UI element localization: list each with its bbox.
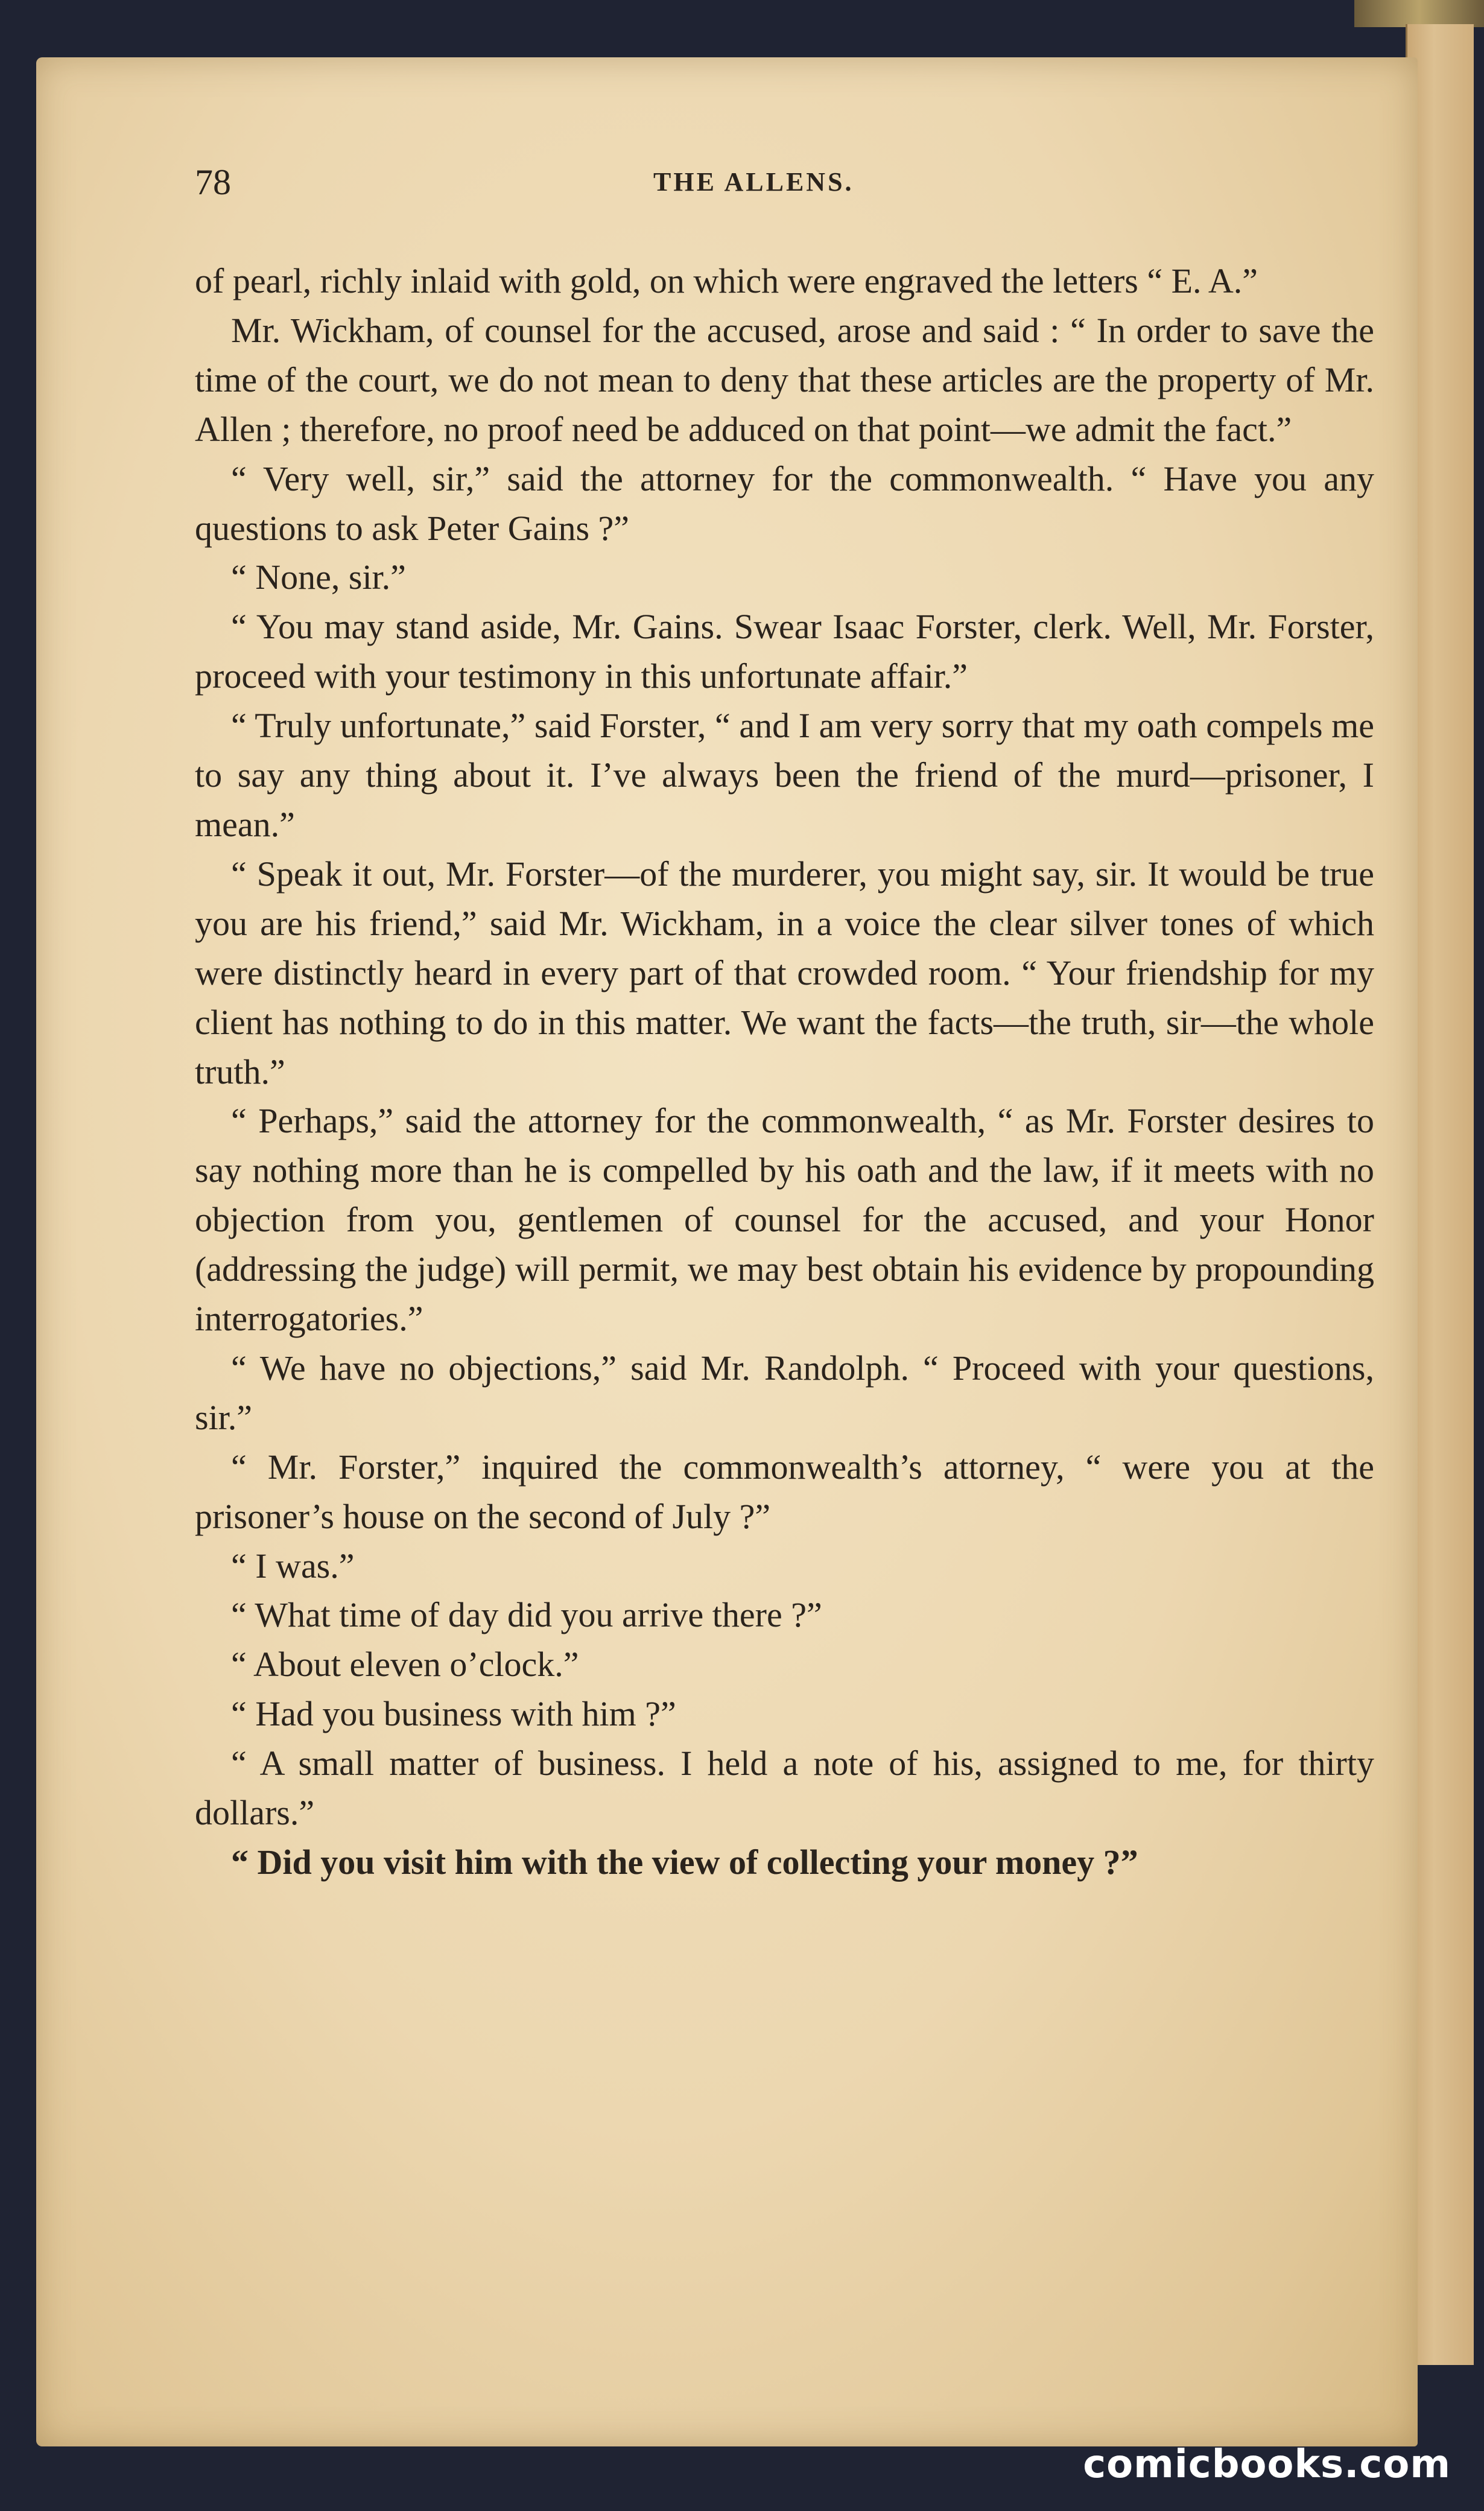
paragraph: “ What time of day did you arrive there ?” [231,1595,822,1635]
running-head: THE ALLENS. [653,167,854,197]
site-watermark: comicbooks.com [1083,2442,1451,2487]
paragraph: “ A small matter of business. I held a note of his, assigned to me, for thirty dollars.” [195,1744,1374,1833]
body-text [195,256,1374,1887]
paragraph: “ Very well, sir,” said the attorney for the commonwealth. “ Have you any questions to ask Peter Gains ?” [195,459,1374,548]
paragraph: Mr. Wickham, of counsel for the accused, arose and said : “ In order to save the time of the court, we do not mean to deny that these articles are the property of Mr. Allen ; therefore, no proof need be adduced on that point—we admit the fact.” [195,310,1374,449]
paragraph: “ Had you business with him ?” [231,1694,676,1734]
paragraph: “ Mr. Forster,” inquired the commonwealth’s attorney, “ were you at the prisoner’s house on the second of July ?” [195,1447,1374,1536]
paragraph: “ None, sir.” [231,557,406,597]
gilt-book-edge [1354,0,1484,27]
paragraph: “ I was.” [231,1546,355,1586]
page-number: 78 [195,162,231,202]
page-header [195,162,1374,204]
paragraph: “ You may stand aside, Mr. Gains. Swear Isaac Forster, clerk. Well, Mr. Forster, proceed with your testimony in this unfortunate affair.” [195,607,1374,696]
paragraph: of pearl, richly inlaid with gold, on which were engraved the letters “ E. A.” [195,261,1258,300]
paragraph: “ Truly unfortunate,” said Forster, “ and I am very sorry that my oath compels me to say any thing about it. I’ve always been the friend of the murd—prisoner, I mean.” [195,706,1374,844]
paragraph: “ Did you visit him with the view of collecting your money ?” [231,1843,1138,1882]
paragraph: “ About eleven o’clock.” [231,1645,579,1684]
paragraph: “ Speak it out, Mr. Forster—of the murderer, you might say, sir. It would be true you are his friend,” said Mr. Wickham, in a voice the clear silver tones of which were distinctly heard in every part of that crowded room. “ Your friendship for my client has nothing to do in this matter. We want the facts—the truth, sir—the whole truth.” [195,854,1374,1091]
paragraph: “ We have no objections,” said Mr. Randolph. “ Proceed with your questions, sir.” [195,1348,1374,1437]
paragraph: “ Perhaps,” said the attorney for the commonwealth, “ as Mr. Forster desires to say nothing more than he is compelled by his oath and the law, if it meets with no objection from you, gentlemen of counsel for the accused, and your Honor (addressing the judge) will permit, we may best obtain his evidence by propounding interrogatories.” [195,1101,1374,1339]
